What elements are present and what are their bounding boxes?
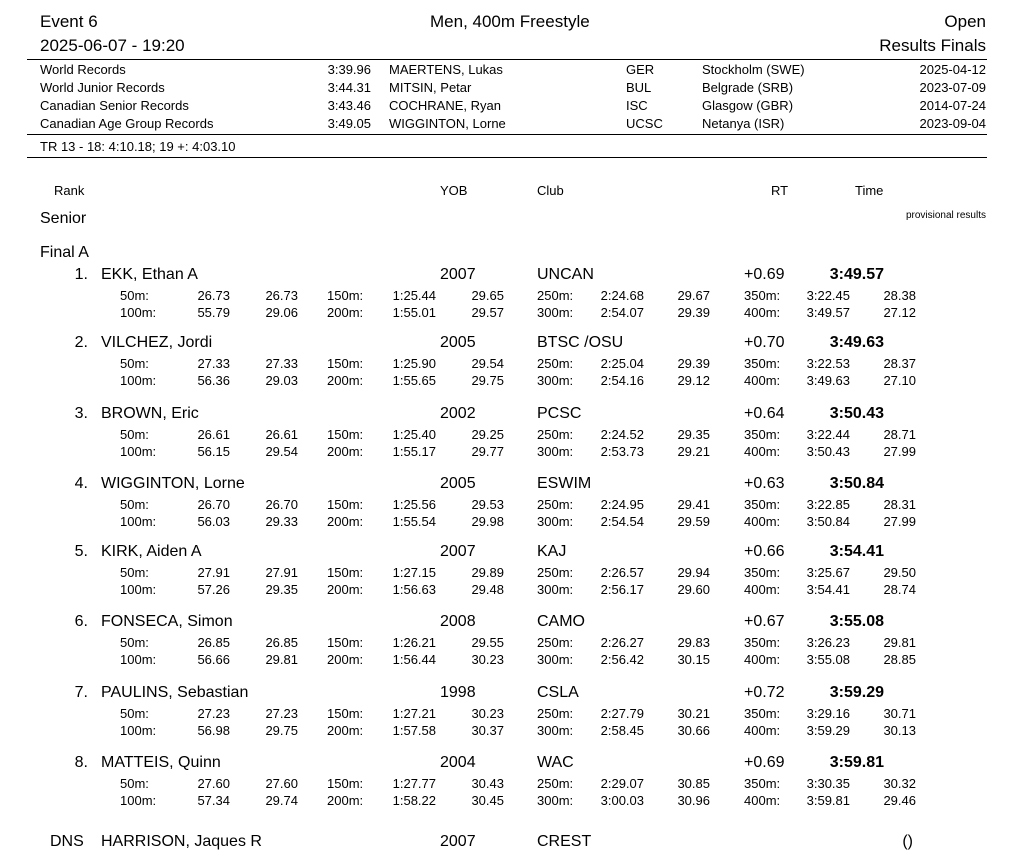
split-distance: 100m: — [120, 652, 157, 667]
split-cumulative: 27.23 — [197, 706, 230, 721]
split-cumulative: 2:53.73 — [600, 444, 644, 459]
split-lap: 29.46 — [883, 793, 916, 808]
split-lap: 29.89 — [471, 565, 504, 580]
split-distance: 300m: — [537, 582, 574, 597]
split-lap: 29.67 — [677, 288, 710, 303]
swimmer-club: WAC — [537, 754, 574, 771]
swimmer-reaction-time: +0.69 — [744, 266, 785, 283]
split-lap: 30.45 — [471, 793, 504, 808]
split-cumulative: 3:54.41 — [806, 582, 850, 597]
split-cumulative: 2:56.42 — [600, 652, 644, 667]
split-lap: 29.74 — [265, 793, 298, 808]
split-lap: 30.66 — [677, 723, 710, 738]
split-distance: 50m: — [120, 288, 149, 303]
swimmer-name: PAULINS, Sebastian — [101, 684, 249, 701]
split-lap: 27.99 — [883, 514, 916, 529]
swimmer-club: ESWIM — [537, 475, 592, 492]
provisional-note: provisional results — [905, 210, 986, 221]
split-lap: 28.74 — [883, 582, 916, 597]
split-lap: 29.77 — [471, 444, 504, 459]
divider — [27, 59, 987, 60]
split-lap: 29.75 — [265, 723, 298, 738]
split-cumulative: 1:58.22 — [392, 793, 436, 808]
split-distance: 400m: — [744, 582, 781, 597]
split-cumulative: 1:26.21 — [392, 635, 436, 650]
record-place: Netanya (ISR) — [702, 116, 785, 131]
record-date: 2023-07-09 — [919, 80, 986, 95]
split-lap: 29.21 — [677, 444, 710, 459]
swimmer-name: WIGGINTON, Lorne — [101, 475, 245, 492]
swimmer-yob: 2005 — [440, 475, 476, 492]
split-cumulative: 56.15 — [197, 444, 230, 459]
split-distance: 300m: — [537, 305, 574, 320]
split-distance: 100m: — [120, 723, 157, 738]
split-lap: 27.12 — [883, 305, 916, 320]
record-label: Canadian Age Group Records — [40, 116, 214, 131]
swimmer-club: UNCAN — [537, 266, 594, 283]
split-distance: 200m: — [327, 652, 364, 667]
record-club: GER — [626, 62, 655, 77]
swimmer-name: KIRK, Aiden A — [101, 543, 202, 560]
split-cumulative: 1:55.54 — [392, 514, 436, 529]
split-cumulative: 2:54.07 — [600, 305, 644, 320]
split-lap: 29.41 — [677, 497, 710, 512]
split-distance: 350m: — [744, 706, 781, 721]
split-lap: 26.70 — [265, 497, 298, 512]
event-datetime: 2025-06-07 - 19:20 — [40, 36, 185, 55]
split-distance: 400m: — [744, 723, 781, 738]
split-distance: 350m: — [744, 497, 781, 512]
split-lap: 29.65 — [471, 288, 504, 303]
swimmer-final-time: 3:54.41 — [829, 543, 884, 560]
split-lap: 27.99 — [883, 444, 916, 459]
section-title: Senior — [40, 210, 87, 227]
split-lap: 27.91 — [265, 565, 298, 580]
split-distance: 250m: — [537, 776, 574, 791]
split-distance: 400m: — [744, 444, 781, 459]
split-distance: 250m: — [537, 635, 574, 650]
split-cumulative: 2:25.04 — [600, 356, 644, 371]
swimmer-final-time: 3:49.63 — [829, 334, 884, 351]
split-lap: 29.83 — [677, 635, 710, 650]
split-lap: 27.60 — [265, 776, 298, 791]
swimmer-reaction-time: +0.66 — [744, 543, 785, 560]
split-cumulative: 1:56.44 — [392, 652, 436, 667]
split-lap: 29.81 — [883, 635, 916, 650]
split-lap: 29.39 — [677, 356, 710, 371]
split-cumulative: 3:25.67 — [806, 565, 850, 580]
split-cumulative: 2:56.17 — [600, 582, 644, 597]
record-club: UCSC — [626, 116, 663, 131]
split-cumulative: 3:00.03 — [600, 793, 644, 808]
split-distance: 300m: — [537, 444, 574, 459]
swimmer-yob: 2007 — [440, 266, 476, 283]
split-cumulative: 2:54.16 — [600, 373, 644, 388]
split-cumulative: 26.70 — [197, 497, 230, 512]
split-cumulative: 3:50.84 — [806, 514, 850, 529]
split-cumulative: 1:55.01 — [392, 305, 436, 320]
split-cumulative: 3:26.23 — [806, 635, 850, 650]
record-date: 2014-07-24 — [919, 98, 986, 113]
split-cumulative: 2:58.45 — [600, 723, 644, 738]
col-time: Time — [855, 183, 884, 198]
split-distance: 50m: — [120, 776, 149, 791]
split-lap: 30.15 — [677, 652, 710, 667]
swimmer-club: BTSC /OSU — [537, 334, 624, 351]
split-cumulative: 3:49.57 — [806, 305, 850, 320]
split-distance: 400m: — [744, 793, 781, 808]
event-title: Men, 400m Freestyle — [430, 12, 590, 31]
split-cumulative: 56.03 — [197, 514, 230, 529]
split-distance: 250m: — [537, 288, 574, 303]
split-cumulative: 1:55.17 — [392, 444, 436, 459]
split-distance: 200m: — [327, 373, 364, 388]
split-cumulative: 3:59.29 — [806, 723, 850, 738]
split-lap: 29.50 — [883, 565, 916, 580]
split-distance: 200m: — [327, 305, 364, 320]
split-distance: 250m: — [537, 427, 574, 442]
record-label: Canadian Senior Records — [40, 98, 189, 113]
split-cumulative: 56.66 — [197, 652, 230, 667]
swimmer-club: CSLA — [537, 684, 579, 701]
split-distance: 300m: — [537, 652, 574, 667]
record-holder: MAERTENS, Lukas — [389, 62, 503, 77]
record-holder: MITSIN, Petar — [389, 80, 472, 95]
split-distance: 200m: — [327, 793, 364, 808]
swimmer-club: KAJ — [537, 543, 567, 560]
split-lap: 29.03 — [265, 373, 298, 388]
split-cumulative: 3:22.45 — [806, 288, 850, 303]
split-cumulative: 1:25.44 — [392, 288, 436, 303]
event-number: Event 6 — [40, 12, 98, 31]
split-cumulative: 3:22.53 — [806, 356, 850, 371]
split-distance: 50m: — [120, 706, 149, 721]
swimmer-rank: 3. — [74, 405, 88, 422]
split-cumulative: 1:27.15 — [392, 565, 436, 580]
split-distance: 150m: — [327, 706, 364, 721]
swimmer-final-time: 3:59.29 — [829, 684, 884, 701]
split-distance: 250m: — [537, 356, 574, 371]
split-lap: 29.48 — [471, 582, 504, 597]
dns-rank: DNS — [50, 833, 84, 850]
split-lap: 26.85 — [265, 635, 298, 650]
swimmer-final-time: 3:49.57 — [829, 266, 884, 283]
split-distance: 100m: — [120, 373, 157, 388]
split-distance: 50m: — [120, 356, 149, 371]
split-distance: 100m: — [120, 305, 157, 320]
split-cumulative: 27.91 — [197, 565, 230, 580]
split-lap: 26.61 — [265, 427, 298, 442]
split-distance: 200m: — [327, 514, 364, 529]
split-lap: 28.85 — [883, 652, 916, 667]
swimmer-rank: 4. — [74, 475, 88, 492]
split-distance: 400m: — [744, 652, 781, 667]
split-distance: 400m: — [744, 305, 781, 320]
split-cumulative: 2:26.57 — [600, 565, 644, 580]
split-lap: 26.73 — [265, 288, 298, 303]
split-cumulative: 2:24.95 — [600, 497, 644, 512]
split-lap: 29.35 — [677, 427, 710, 442]
swimmer-name: MATTEIS, Quinn — [101, 754, 221, 771]
swimmer-rank: 8. — [74, 754, 88, 771]
split-cumulative: 2:54.54 — [600, 514, 644, 529]
split-lap: 29.98 — [471, 514, 504, 529]
split-lap: 30.23 — [471, 706, 504, 721]
swimmer-final-time: 3:55.08 — [829, 613, 884, 630]
swimmer-name: EKK, Ethan A — [101, 266, 198, 283]
split-distance: 150m: — [327, 427, 364, 442]
split-cumulative: 3:22.44 — [806, 427, 850, 442]
split-cumulative: 1:25.40 — [392, 427, 436, 442]
split-lap: 30.37 — [471, 723, 504, 738]
split-lap: 30.13 — [883, 723, 916, 738]
split-cumulative: 56.98 — [197, 723, 230, 738]
split-lap: 29.54 — [265, 444, 298, 459]
split-distance: 100m: — [120, 582, 157, 597]
record-time: 3:43.46 — [327, 98, 371, 113]
dns-time: () — [902, 833, 913, 850]
swimmer-reaction-time: +0.72 — [744, 684, 785, 701]
record-date: 2023-09-04 — [919, 116, 986, 131]
split-lap: 30.71 — [883, 706, 916, 721]
record-place: Glasgow (GBR) — [702, 98, 794, 113]
split-lap: 29.33 — [265, 514, 298, 529]
swimmer-reaction-time: +0.69 — [744, 754, 785, 771]
swimmer-yob: 2005 — [440, 334, 476, 351]
swimmer-yob: 1998 — [440, 684, 476, 701]
swimmer-rank: 5. — [74, 543, 88, 560]
swimmer-final-time: 3:59.81 — [829, 754, 884, 771]
split-distance: 300m: — [537, 514, 574, 529]
split-lap: 29.60 — [677, 582, 710, 597]
split-cumulative: 2:26.27 — [600, 635, 644, 650]
split-lap: 29.54 — [471, 356, 504, 371]
record-holder: COCHRANE, Ryan — [389, 98, 501, 113]
swimmer-yob: 2002 — [440, 405, 476, 422]
split-lap: 30.85 — [677, 776, 710, 791]
split-distance: 150m: — [327, 288, 364, 303]
split-cumulative: 3:59.81 — [806, 793, 850, 808]
split-lap: 29.81 — [265, 652, 298, 667]
split-cumulative: 26.73 — [197, 288, 230, 303]
swimmer-name: VILCHEZ, Jordi — [101, 334, 213, 351]
split-cumulative: 1:27.77 — [392, 776, 436, 791]
swimmer-final-time: 3:50.84 — [829, 475, 884, 492]
split-distance: 400m: — [744, 373, 781, 388]
swimmer-yob: 2007 — [440, 543, 476, 560]
split-cumulative: 27.60 — [197, 776, 230, 791]
split-lap: 29.59 — [677, 514, 710, 529]
split-lap: 28.38 — [883, 288, 916, 303]
split-cumulative: 26.61 — [197, 427, 230, 442]
split-lap: 27.23 — [265, 706, 298, 721]
split-distance: 250m: — [537, 497, 574, 512]
record-time: 3:39.96 — [327, 62, 371, 77]
split-lap: 30.32 — [883, 776, 916, 791]
record-date: 2025-04-12 — [919, 62, 986, 77]
swimmer-final-time: 3:50.43 — [829, 405, 884, 422]
split-lap: 29.12 — [677, 373, 710, 388]
swimmer-reaction-time: +0.67 — [744, 613, 785, 630]
col-club: Club — [537, 183, 564, 198]
split-lap: 30.21 — [677, 706, 710, 721]
swimmer-yob: 2004 — [440, 754, 476, 771]
divider — [27, 134, 987, 135]
swimmer-reaction-time: +0.70 — [744, 334, 785, 351]
record-club: ISC — [626, 98, 648, 113]
split-distance: 50m: — [120, 635, 149, 650]
split-lap: 29.94 — [677, 565, 710, 580]
swimmer-name: FONSECA, Simon — [101, 613, 233, 630]
split-cumulative: 2:29.07 — [600, 776, 644, 791]
record-label: World Junior Records — [40, 80, 165, 95]
record-club: BUL — [626, 80, 652, 95]
split-cumulative: 27.33 — [197, 356, 230, 371]
split-cumulative: 55.79 — [197, 305, 230, 320]
swimmer-yob: 2008 — [440, 613, 476, 630]
split-lap: 30.43 — [471, 776, 504, 791]
split-cumulative: 57.34 — [197, 793, 230, 808]
split-lap: 29.35 — [265, 582, 298, 597]
swimmer-rank: 7. — [74, 684, 88, 701]
split-distance: 200m: — [327, 582, 364, 597]
split-cumulative: 2:24.68 — [600, 288, 644, 303]
swimmer-rank: 6. — [74, 613, 88, 630]
col-yob: YOB — [440, 183, 468, 198]
split-cumulative: 2:24.52 — [600, 427, 644, 442]
event-category: Open — [944, 12, 986, 31]
split-cumulative: 26.85 — [197, 635, 230, 650]
split-cumulative: 57.26 — [197, 582, 230, 597]
split-lap: 29.75 — [471, 373, 504, 388]
split-lap: 27.10 — [883, 373, 916, 388]
split-cumulative: 56.36 — [197, 373, 230, 388]
split-cumulative: 3:22.85 — [806, 497, 850, 512]
split-distance: 250m: — [537, 706, 574, 721]
dns-name: HARRISON, Jaques R — [101, 833, 262, 850]
split-distance: 150m: — [327, 635, 364, 650]
split-distance: 200m: — [327, 444, 364, 459]
time-standard-note: TR 13 - 18: 4:10.18; 19 +: 4:03.10 — [40, 139, 236, 154]
swimmer-rank: 2. — [74, 334, 88, 351]
split-distance: 100m: — [120, 514, 157, 529]
final-title: Final A — [40, 244, 89, 261]
split-lap: 29.39 — [677, 305, 710, 320]
divider — [27, 157, 987, 158]
split-distance: 150m: — [327, 497, 364, 512]
record-holder: WIGGINTON, Lorne — [389, 116, 506, 131]
col-rank: Rank — [54, 183, 85, 198]
split-lap: 29.06 — [265, 305, 298, 320]
record-place: Belgrade (SRB) — [702, 80, 794, 95]
split-lap: 30.96 — [677, 793, 710, 808]
record-label: World Records — [40, 62, 126, 77]
split-distance: 350m: — [744, 356, 781, 371]
swimmer-club: CAMO — [537, 613, 585, 630]
split-lap: 29.25 — [471, 427, 504, 442]
split-distance: 350m: — [744, 288, 781, 303]
split-distance: 350m: — [744, 427, 781, 442]
split-distance: 100m: — [120, 793, 157, 808]
split-cumulative: 1:56.63 — [392, 582, 436, 597]
split-distance: 300m: — [537, 373, 574, 388]
split-cumulative: 3:50.43 — [806, 444, 850, 459]
record-time: 3:44.31 — [327, 80, 371, 95]
split-distance: 200m: — [327, 723, 364, 738]
split-cumulative: 2:27.79 — [600, 706, 644, 721]
split-distance: 50m: — [120, 427, 149, 442]
record-time: 3:49.05 — [327, 116, 371, 131]
col-rt: RT — [771, 183, 789, 198]
split-distance: 300m: — [537, 723, 574, 738]
dns-yob: 2007 — [440, 833, 476, 850]
split-distance: 100m: — [120, 444, 157, 459]
split-cumulative: 1:57.58 — [392, 723, 436, 738]
split-lap: 29.57 — [471, 305, 504, 320]
split-lap: 29.55 — [471, 635, 504, 650]
swimmer-reaction-time: +0.64 — [744, 405, 785, 422]
split-lap: 28.31 — [883, 497, 916, 512]
split-distance: 350m: — [744, 635, 781, 650]
split-distance: 50m: — [120, 497, 149, 512]
split-lap: 30.23 — [471, 652, 504, 667]
split-cumulative: 1:25.90 — [392, 356, 436, 371]
split-lap: 28.71 — [883, 427, 916, 442]
swimmer-reaction-time: +0.63 — [744, 475, 785, 492]
split-distance: 400m: — [744, 514, 781, 529]
split-distance: 350m: — [744, 565, 781, 580]
split-distance: 350m: — [744, 776, 781, 791]
split-distance: 150m: — [327, 776, 364, 791]
split-distance: 150m: — [327, 565, 364, 580]
swimmer-name: BROWN, Eric — [101, 405, 199, 422]
split-cumulative: 3:29.16 — [806, 706, 850, 721]
swimmer-club: PCSC — [537, 405, 582, 422]
split-distance: 250m: — [537, 565, 574, 580]
split-distance: 150m: — [327, 356, 364, 371]
split-cumulative: 3:55.08 — [806, 652, 850, 667]
split-distance: 50m: — [120, 565, 149, 580]
split-cumulative: 1:55.65 — [392, 373, 436, 388]
split-cumulative: 1:25.56 — [392, 497, 436, 512]
swimmer-rank: 1. — [74, 266, 88, 283]
record-place: Stockholm (SWE) — [702, 62, 805, 77]
split-cumulative: 3:49.63 — [806, 373, 850, 388]
split-cumulative: 1:27.21 — [392, 706, 436, 721]
results-type: Results Finals — [879, 36, 986, 55]
split-distance: 300m: — [537, 793, 574, 808]
split-cumulative: 3:30.35 — [806, 776, 850, 791]
dns-club: CREST — [537, 833, 592, 850]
split-lap: 29.53 — [471, 497, 504, 512]
split-lap: 27.33 — [265, 356, 298, 371]
split-lap: 28.37 — [883, 356, 916, 371]
